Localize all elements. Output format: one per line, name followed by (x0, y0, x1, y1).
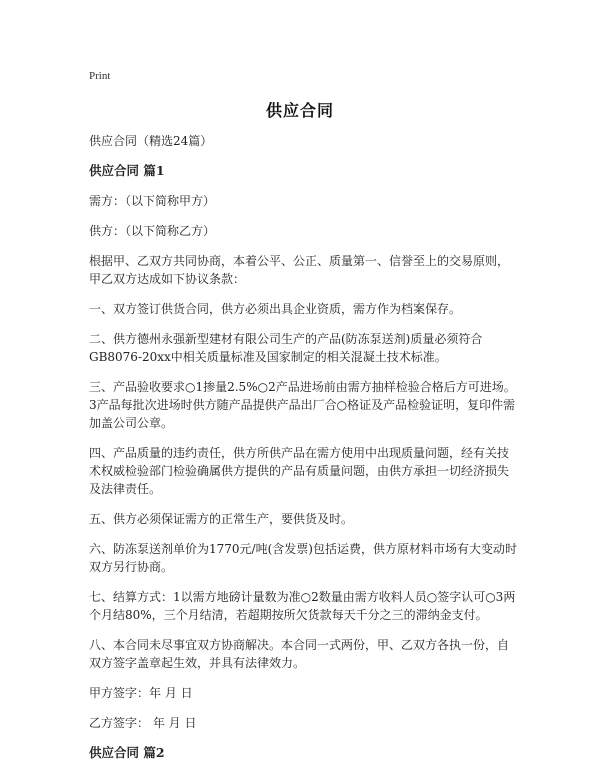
document-body (89, 132, 519, 774)
clause-7: 七、结算方式：1以需方地磅计量数为准○2数量由需方收料人员○签字认可○3两个月结80%，三个月结清，若超期按所欠货款每天千分之三的滞纳金支付。 (89, 590, 516, 622)
clause-8: 八、本合同未尽事宜双方协商解决。本合同一式两份，甲、乙双方各执一份，自双方签字盖章起生效，并具有法律效力。 (89, 638, 510, 670)
clause-3: 三、产品验收要求○1掺量2.5%○2产品进场前由需方抽样检验合格后方可进场。3产品每批次进场时供方随产品提供产品出厂合○格证及产品检验证明，复印件需加盖公司公章。 (89, 380, 516, 430)
supplier-line: 供方：（以下简称乙方） (89, 224, 216, 238)
signature-party-b: 乙方签字： 年 月 日 (89, 716, 197, 730)
demander-line: 需方：（以下简称甲方） (89, 194, 216, 208)
print-link[interactable]: Print (89, 70, 111, 82)
document-subtitle: 供应合同（精选24篇） (89, 134, 213, 148)
page-title: 供应合同 (265, 101, 334, 120)
clause-1: 一、双方签订供货合同，供方必须出具企业资质，需方作为档案保存。 (89, 302, 462, 316)
signature-party-a: 甲方签字：年 月 日 (89, 686, 193, 700)
clause-2: 二、供方德州永强新型建材有限公司生产的产品(防冻泵送剂)质量必须符合GB8076-20xx中相关质量标准及国家制定的相关混凝土技术标准。 (89, 332, 483, 364)
section-title-2: 供应合同 篇2 (89, 745, 165, 760)
intro-paragraph: 根据甲、乙双方共同协商，本着公平、公正、质量第一、信誉至上的交易原则，甲乙双方达成如下协议条款： (89, 254, 510, 286)
clause-6: 六、防冻泵送剂单价为1770元/吨(含发票)包括运费，供方原材料市场有大变动时双方另行协商。 (89, 542, 517, 574)
clause-5: 五、供方必须保证需方的正常生产，要供货及时。 (89, 512, 354, 526)
section-title-1: 供应合同 篇1 (89, 163, 165, 178)
clause-4: 四、产品质量的违约责任，供方所供产品在需方使用中出现质量问题，经有关技术权威检验部门检验确属供方提供的产品有质量问题，由供方承担一切经济损失及法律责任。 (89, 446, 510, 496)
